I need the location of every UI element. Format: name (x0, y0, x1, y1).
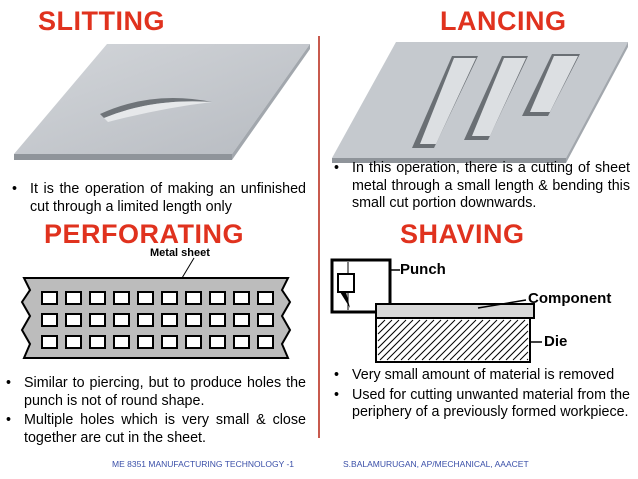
lancing-bullets (330, 160, 630, 215)
perforation-hole (186, 314, 201, 326)
perforating-title: PERFORATING (44, 219, 244, 249)
perforation-hole (66, 292, 81, 304)
perforation-hole (42, 314, 57, 326)
slitting-bullet-1: • It is the operation of making an unfinished cut through a limited length only (8, 181, 306, 216)
slitting-title: SLITTING (38, 6, 165, 36)
lancing-title: LANCING (440, 6, 567, 36)
perforation-hole (162, 292, 177, 304)
perforating-bullets (2, 375, 306, 449)
perforation-hole (90, 336, 105, 348)
perforation-hole (138, 314, 153, 326)
perforation-hole (258, 336, 273, 348)
slitting-bullets (8, 181, 306, 218)
shaving-title: SHAVING (400, 219, 525, 249)
perforation-hole (42, 336, 57, 348)
perforation-hole (114, 336, 129, 348)
shaving-bullet-2: • Used for cutting unwanted material from the periphery of a previously formed workpiece. (330, 387, 630, 422)
perforation-hole (90, 292, 105, 304)
die-hatch-line (527, 359, 528, 360)
footer-left: ME 8351 MANUFACTURING TECHNOLOGY -1 (112, 459, 295, 469)
lancing-bullet-1: • In this operation, there is a cutting of sheet metal through a small length & bending this small cut portion downwards. (330, 160, 630, 213)
perforating-bullet-1: • Similar to piercing, but to produce holes the punch is not of round shape. (2, 375, 306, 410)
perforation-hole (258, 292, 273, 304)
perforation-hole (114, 314, 129, 326)
perforation-hole (138, 336, 153, 348)
perforation-hole (210, 292, 225, 304)
perforation-hole (90, 314, 105, 326)
slitting-sheet-illustration (12, 36, 312, 166)
perforation-hole (66, 336, 81, 348)
shaving-diagram (328, 256, 638, 364)
perforation-hole (234, 292, 249, 304)
perforation-hole (234, 336, 249, 348)
punch-label: Punch (400, 261, 446, 278)
shaving-bullet-1: • Very small amount of material is removed (330, 367, 630, 385)
footer-right: S.BALAMURUGAN, AP/MECHANICAL, AAACET (343, 459, 529, 469)
perforation-hole (186, 336, 201, 348)
perforation-hole (66, 314, 81, 326)
center-divider (318, 36, 320, 438)
perforation-hole (258, 314, 273, 326)
perforation-hole (186, 292, 201, 304)
lancing-sheet-illustration (326, 36, 631, 166)
perforation-hole (234, 314, 249, 326)
perforation-hole (138, 292, 153, 304)
perforating-diagram (14, 246, 304, 368)
component-label: Component (528, 290, 612, 307)
shaving-bullets (330, 367, 630, 424)
perforation-hole (114, 292, 129, 304)
metal-sheet-label: Metal sheet (150, 247, 210, 259)
perforation-hole (162, 314, 177, 326)
perforating-bullet-2: • Multiple holes which is very small & close together are cut in the sheet. (2, 412, 306, 447)
die-label: Die (544, 333, 568, 350)
perforation-hole (42, 292, 57, 304)
perforation-hole (210, 314, 225, 326)
perforation-hole (210, 336, 225, 348)
perforation-hole (162, 336, 177, 348)
